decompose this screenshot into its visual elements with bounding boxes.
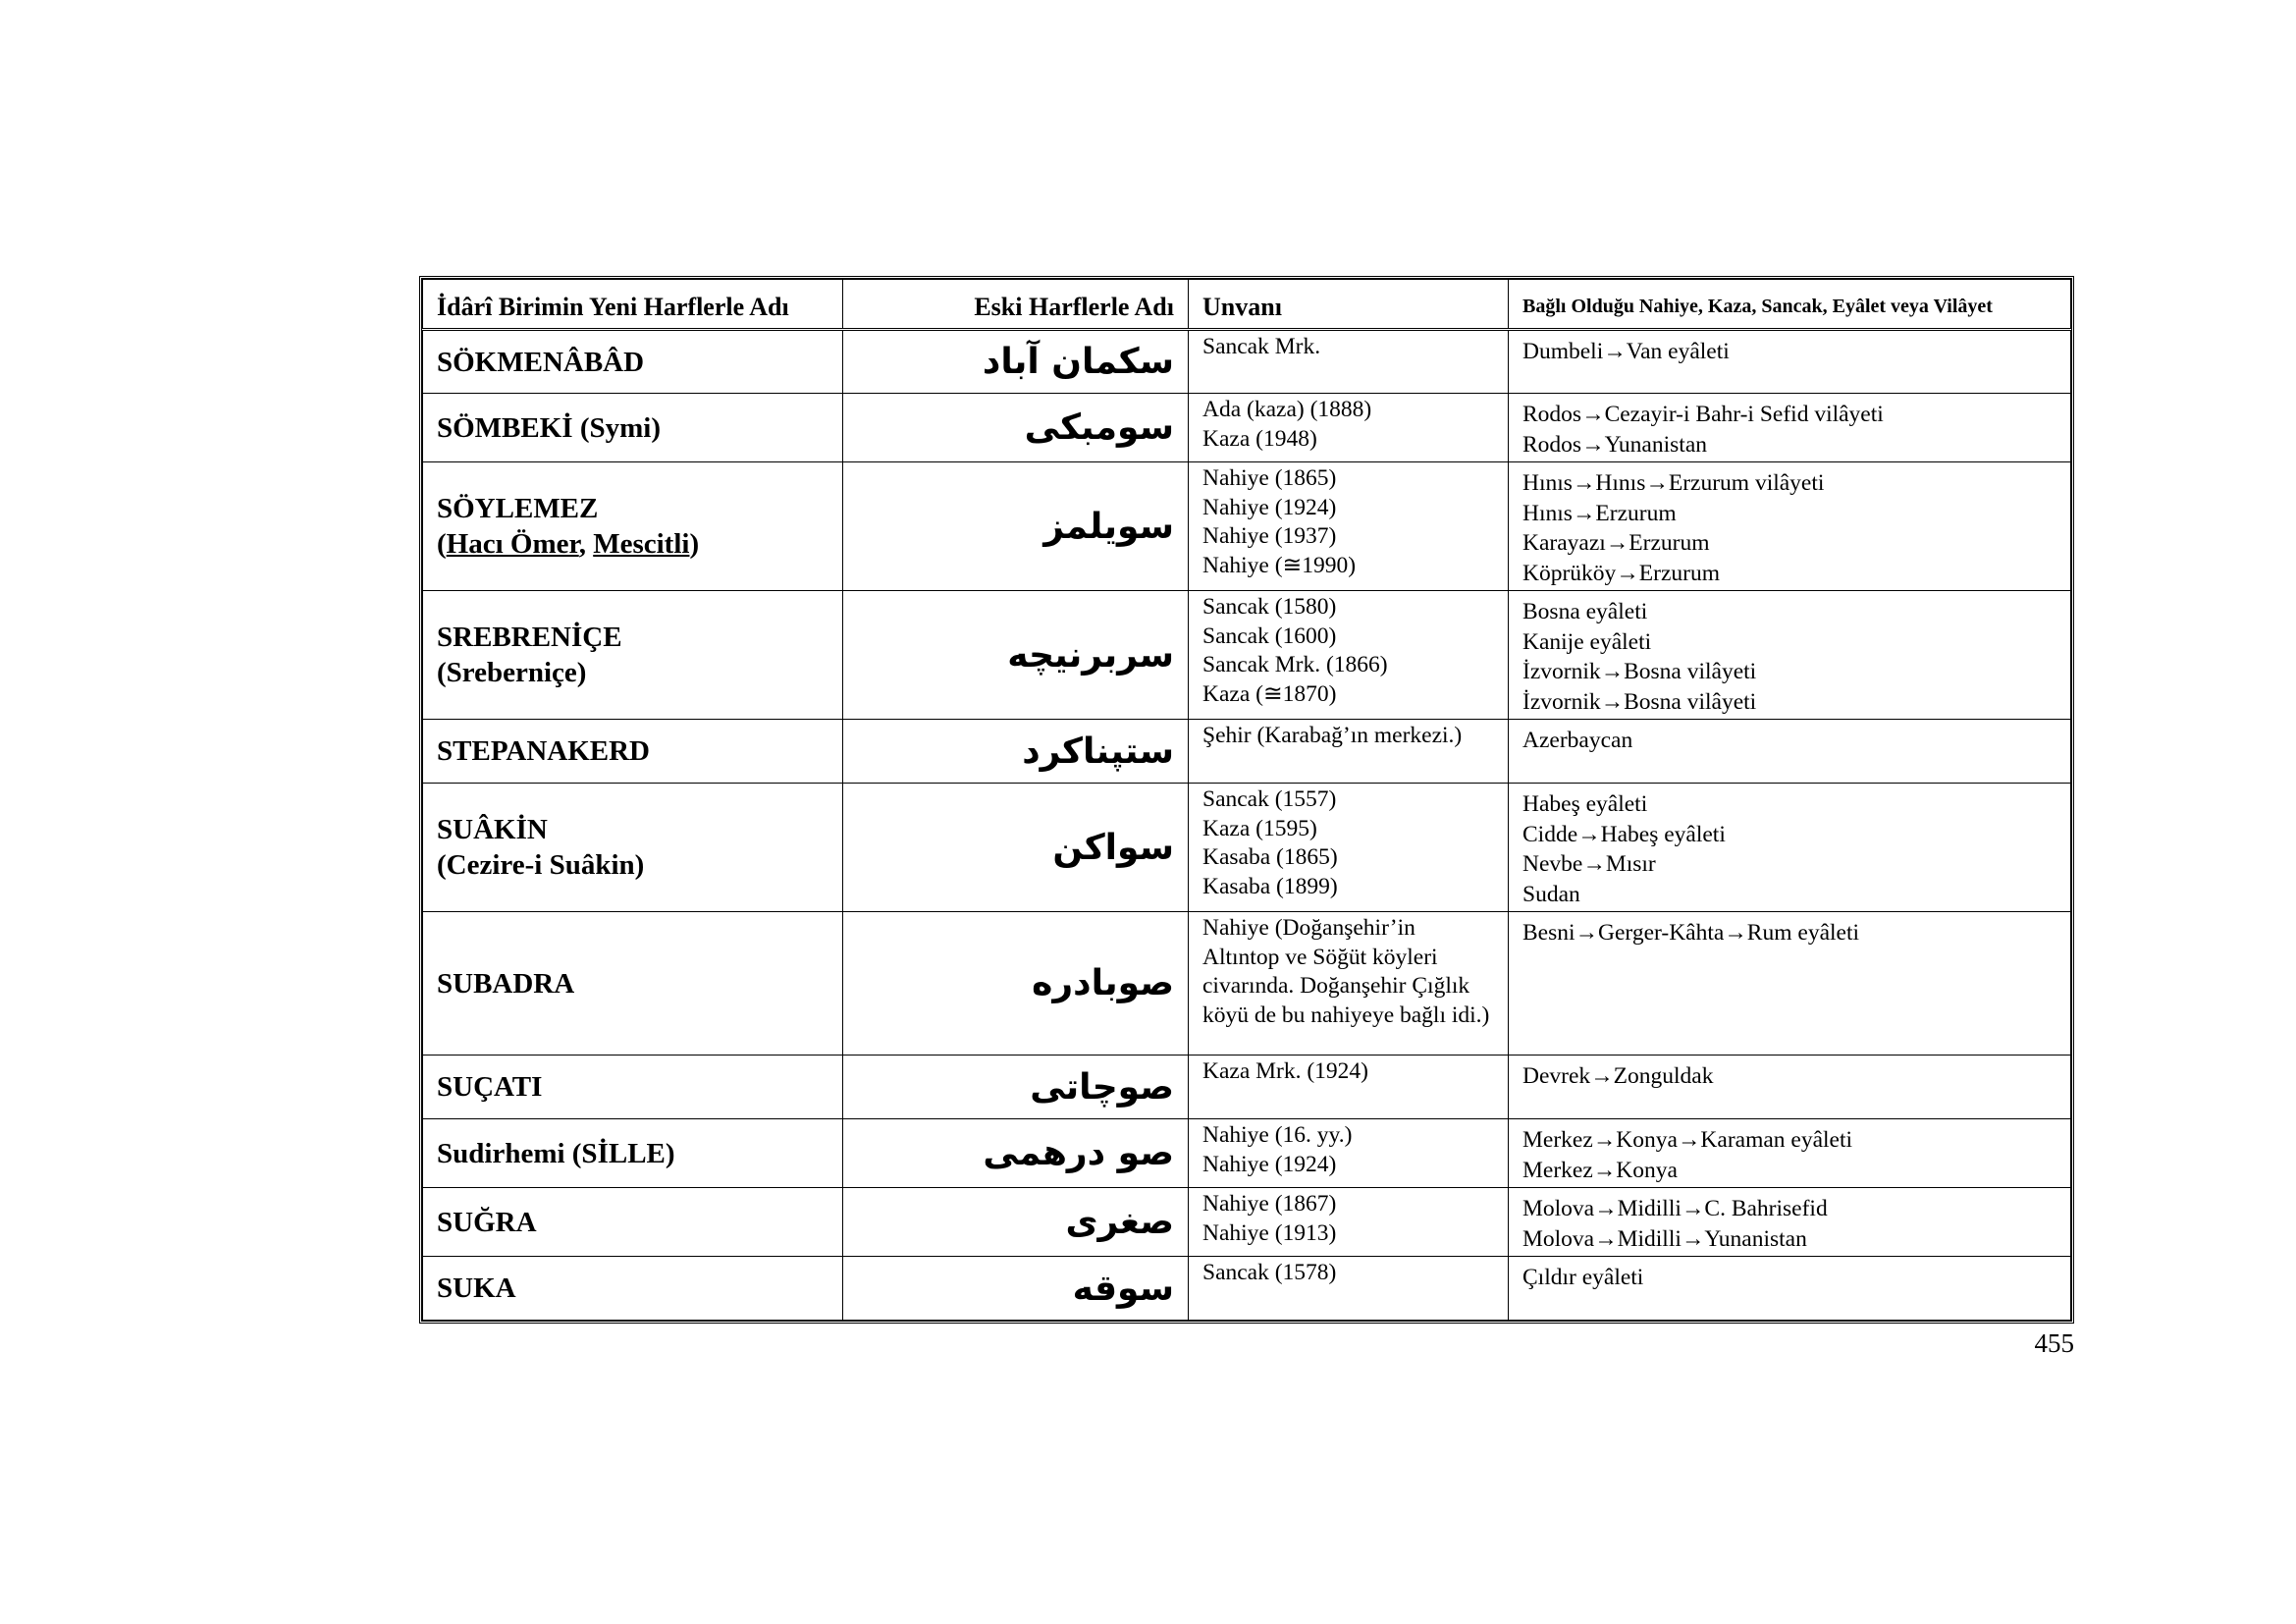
new-name: SUBADRA — [437, 967, 575, 1000]
old-name: سومبکی — [843, 394, 1189, 462]
unvan-line: Nahiye (16. yy.) — [1202, 1122, 1353, 1148]
unvan-line: Nahiye (1865) — [1202, 465, 1337, 491]
bagli-line: Kanije eyâleti — [1522, 628, 1652, 655]
header-title: Unvanı — [1189, 280, 1509, 330]
unvan-line: Nahiye (1867) — [1202, 1191, 1337, 1217]
new-name: SÖKMENÂBÂD — [437, 346, 645, 378]
bagli-line: Azerbaycan — [1522, 728, 1633, 753]
unvan-text: Nahiye (Doğanşehir’in Altıntop ve Söğüt köyleri civarında. Doğanşehir Çığlık köyü de bu nahiyeye bağlı idi.) — [1202, 915, 1490, 1028]
table-row — [423, 1119, 2071, 1188]
unvan-line: Nahiye (≅1990) — [1202, 552, 1357, 578]
unvan-line: Sancak Mrk. (1866) — [1202, 652, 1388, 677]
bagli-line: Dumbeli→Van eyâleti — [1522, 339, 1730, 364]
bagli-line: Habeş eyâleti — [1522, 791, 1648, 817]
new-name: SUÂKİN — [437, 814, 548, 845]
old-name: صوچاتی — [843, 1056, 1189, 1119]
gazetteer-table — [419, 276, 2074, 1324]
bagli-line: Nevbe→Mısır — [1522, 851, 1656, 877]
bagli-line: Karayazı→Erzurum — [1522, 530, 1710, 556]
new-name: SREBRENİÇE — [437, 622, 622, 653]
bagli-line: Besni→Gerger-Kâhta→Rum eyâleti — [1522, 920, 1860, 946]
alt-name: (Cezire-i Suâkin) — [437, 849, 645, 881]
bagli-line: Bosna eyâleti — [1522, 599, 1648, 624]
header-row — [423, 280, 2071, 330]
table-row — [423, 784, 2071, 912]
bagli-line: Devrek→Zonguldak — [1522, 1063, 1714, 1089]
unvan-line: Sancak (1557) — [1202, 786, 1337, 812]
unvan-line: Sancak (1600) — [1202, 623, 1337, 649]
unvan-line: Sancak Mrk. — [1202, 334, 1321, 359]
old-name: صو درهمی — [843, 1119, 1189, 1188]
old-name: صغری — [843, 1188, 1189, 1257]
bagli-line: Çıldır eyâleti — [1522, 1265, 1644, 1290]
unvan-line: Sancak (1580) — [1202, 594, 1337, 620]
bagli-line: Molova→Midilli→Yunanistan — [1522, 1225, 1807, 1252]
unvan-line: Kaza (1595) — [1202, 815, 1317, 841]
bagli-line: Rodos→Cezayir-i Bahr-i Sefid vilâyeti — [1522, 402, 1884, 427]
unvan-line: Kaza Mrk. (1924) — [1202, 1058, 1369, 1084]
unvan-line: Kasaba (1899) — [1202, 873, 1338, 899]
unvan-line: Kaza (1948) — [1202, 425, 1317, 452]
bagli-line: Hınıs→Hınıs→Erzurum vilâyeti — [1522, 470, 1825, 496]
alt-name: (Sreberniçe) — [437, 657, 587, 688]
old-name: سويلمز — [843, 462, 1189, 591]
old-name: صوبادره — [843, 912, 1189, 1056]
bagli-line: Merkez→Konya→Karaman eyâleti — [1522, 1127, 1853, 1153]
unvan-line: Nahiye (1937) — [1202, 523, 1337, 549]
unvan-line: Nahiye (1924) — [1202, 494, 1337, 520]
table-row — [423, 462, 2071, 591]
old-name: ستپناکرد — [843, 720, 1189, 784]
table-row — [423, 720, 2071, 784]
header-new-name: İdârî Birimin Yeni Harflerle Adı — [423, 280, 843, 330]
unvan-line: Kasaba (1865) — [1202, 844, 1338, 870]
new-name: STEPANAKERD — [437, 735, 650, 767]
bagli-line: Rodos→Yunanistan — [1522, 431, 1707, 458]
table-row — [423, 912, 2071, 1056]
old-name: سربرنيچه — [843, 591, 1189, 720]
bagli-line: Cidde→Habeş eyâleti — [1522, 821, 1726, 847]
new-name: SUKA — [437, 1272, 516, 1304]
new-name: Sudirhemi (SİLLE) — [437, 1137, 675, 1169]
old-name: سواکن — [843, 784, 1189, 912]
unvan-line: Şehir (Karabağ’ın merkezi.) — [1202, 723, 1463, 748]
table-row — [423, 394, 2071, 462]
alt-name-part: Hacı Ömer — [446, 528, 579, 560]
bagli-line: Molova→Midilli→C. Bahrisefid — [1522, 1196, 1828, 1221]
bagli-line: İzvornik→Bosna vilâyeti — [1522, 688, 1757, 715]
unvan-line: Kaza (≅1870) — [1202, 680, 1337, 707]
table-row — [423, 591, 2071, 720]
table-row — [423, 1257, 2071, 1321]
alt-name: (Hacı Ömer, Mescitli) — [437, 528, 700, 560]
new-name: SÖYLEMEZ — [437, 493, 599, 524]
bagli-line: İzvornik→Bosna vilâyeti — [1522, 659, 1757, 684]
new-name: SUÇATI — [437, 1071, 543, 1103]
new-name: SUĞRA — [437, 1206, 537, 1238]
table-row — [423, 1188, 2071, 1257]
new-name: SÖMBEKİ (Symi) — [437, 411, 661, 444]
old-name: سوقه — [843, 1257, 1189, 1321]
bagli-line: Hınıs→Erzurum — [1522, 500, 1677, 526]
header-parent: Bağlı Olduğu Nahiye, Kaza, Sancak, Eyâlet veya Vilâyet — [1509, 280, 2071, 330]
alt-name-part: Mescitli — [593, 528, 690, 560]
unvan-line: Ada (kaza) (1888) — [1202, 397, 1372, 422]
table-row — [423, 1056, 2071, 1119]
bagli-line: Merkez→Konya — [1522, 1157, 1678, 1183]
bagli-line: Köprüköy→Erzurum — [1522, 560, 1721, 586]
table-row — [423, 330, 2071, 394]
header-old-name: Eski Harflerle Adı — [843, 280, 1189, 330]
unvan-line: Nahiye (1913) — [1202, 1219, 1337, 1246]
page-number: 455 — [2034, 1328, 2074, 1358]
bagli-line: Sudan — [1522, 881, 1580, 907]
unvan-line: Nahiye (1924) — [1202, 1151, 1337, 1177]
old-name: سکمان آباد — [843, 330, 1189, 394]
unvan-line: Sancak (1578) — [1202, 1260, 1337, 1285]
